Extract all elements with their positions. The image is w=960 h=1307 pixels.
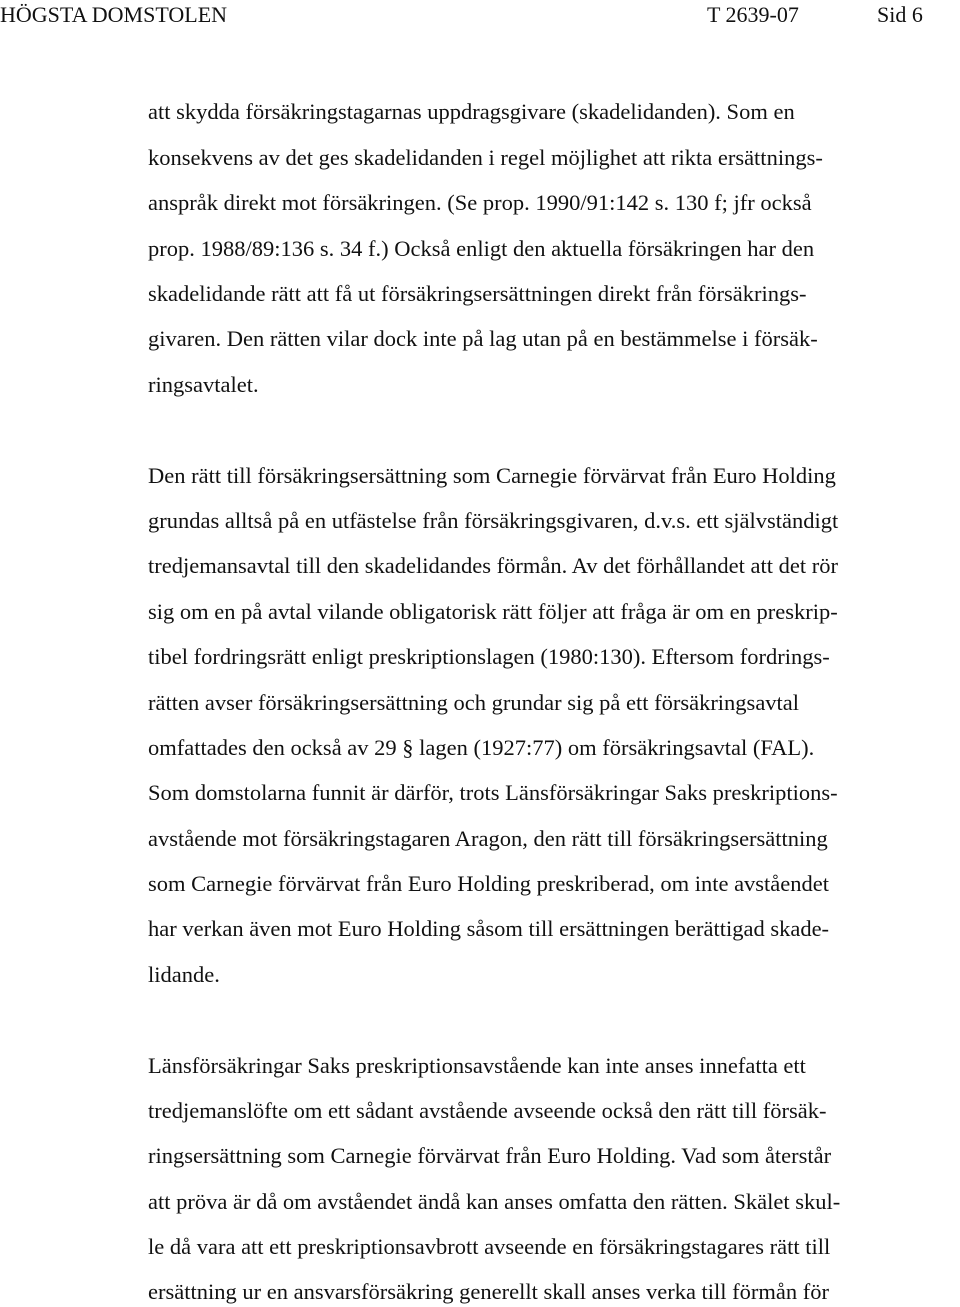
text-line: ringsersättning som Carnegie förvärvat från Euro Holding. Vad som återstår <box>148 1143 832 1168</box>
text-line: ersättning ur en ansvarsförsäkring generellt skall anses verka till förmån för <box>148 1279 830 1304</box>
text-line: givaren. Den rätten vilar dock inte på lag utan på en bestämmelse i försäk- <box>148 326 818 351</box>
text-line: Som domstolarna funnit är därför, trots Länsförsäkringar Saks preskriptions- <box>148 780 838 805</box>
text-line: omfattades den också av 29 § lagen (1927:77) om försäkringsavtal (FAL). <box>148 735 815 760</box>
text-line: har verkan även mot Euro Holding såsom till ersättningen berättigad skade- <box>148 916 830 941</box>
text-line: konsekvens av det ges skadelidanden i regel möjlighet att rikta ersättnings- <box>148 145 823 170</box>
text-line: tredjemanslöfte om ett sådant avstående avseende också den rätt till försäk- <box>148 1098 827 1123</box>
text-line: tredjemansavtal till den skadelidandes förmån. Av det förhållandet att det rör <box>148 553 838 578</box>
text-line: skadelidande rätt att få ut försäkringsersättningen direkt från försäkrings- <box>148 281 807 306</box>
text-line: rätten avser försäkringsersättning och grundar sig på ett försäkringsavtal <box>148 690 800 715</box>
text-line: Länsförsäkringar Saks preskriptionsavstående kan inte anses innefatta ett <box>148 1053 806 1078</box>
text-line: lidande. <box>148 962 220 987</box>
text-line: tibel fordringsrätt enligt preskriptionslagen (1980:130). Eftersom fordrings- <box>148 644 830 669</box>
text-line: anspråk direkt mot försäkringen. (Se prop. 1990/91:142 s. 130 f; jfr också <box>148 190 812 215</box>
text-line: att skydda försäkringstagarnas uppdragsgivare (skadelidanden). Som en <box>148 99 795 124</box>
text-line: Den rätt till försäkringsersättning som Carnegie förvärvat från Euro Holding <box>148 463 836 488</box>
court-name: HÖGSTA DOMSTOLEN <box>0 2 228 27</box>
case-number: T 2639-07 <box>707 2 799 27</box>
text-line: att pröva är då om avståendet ändå kan anses omfatta den rätten. Skälet skul- <box>148 1189 841 1214</box>
text-line: prop. 1988/89:136 s. 34 f.) Också enligt den aktuella försäkringen har den <box>148 236 815 261</box>
text-line: grundas alltså på en utfästelse från försäkringsgivaren, d.v.s. ett självständigt <box>148 508 839 533</box>
page-number: Sid 6 <box>877 2 923 27</box>
page-header <box>0 0 960 32</box>
text-line: ringsavtalet. <box>148 372 259 397</box>
text-line: avstående mot försäkringstagaren Aragon, den rätt till försäkringsersättning <box>148 826 828 851</box>
text-line: le då vara att ett preskriptionsavbrott avseende en försäkringstagares rätt till <box>148 1234 831 1259</box>
text-line: sig om en på avtal vilande obligatorisk rätt följer att fråga är om en preskrip- <box>148 599 838 624</box>
text-line: som Carnegie förvärvat från Euro Holding preskriberad, om inte avståendet <box>148 871 830 896</box>
